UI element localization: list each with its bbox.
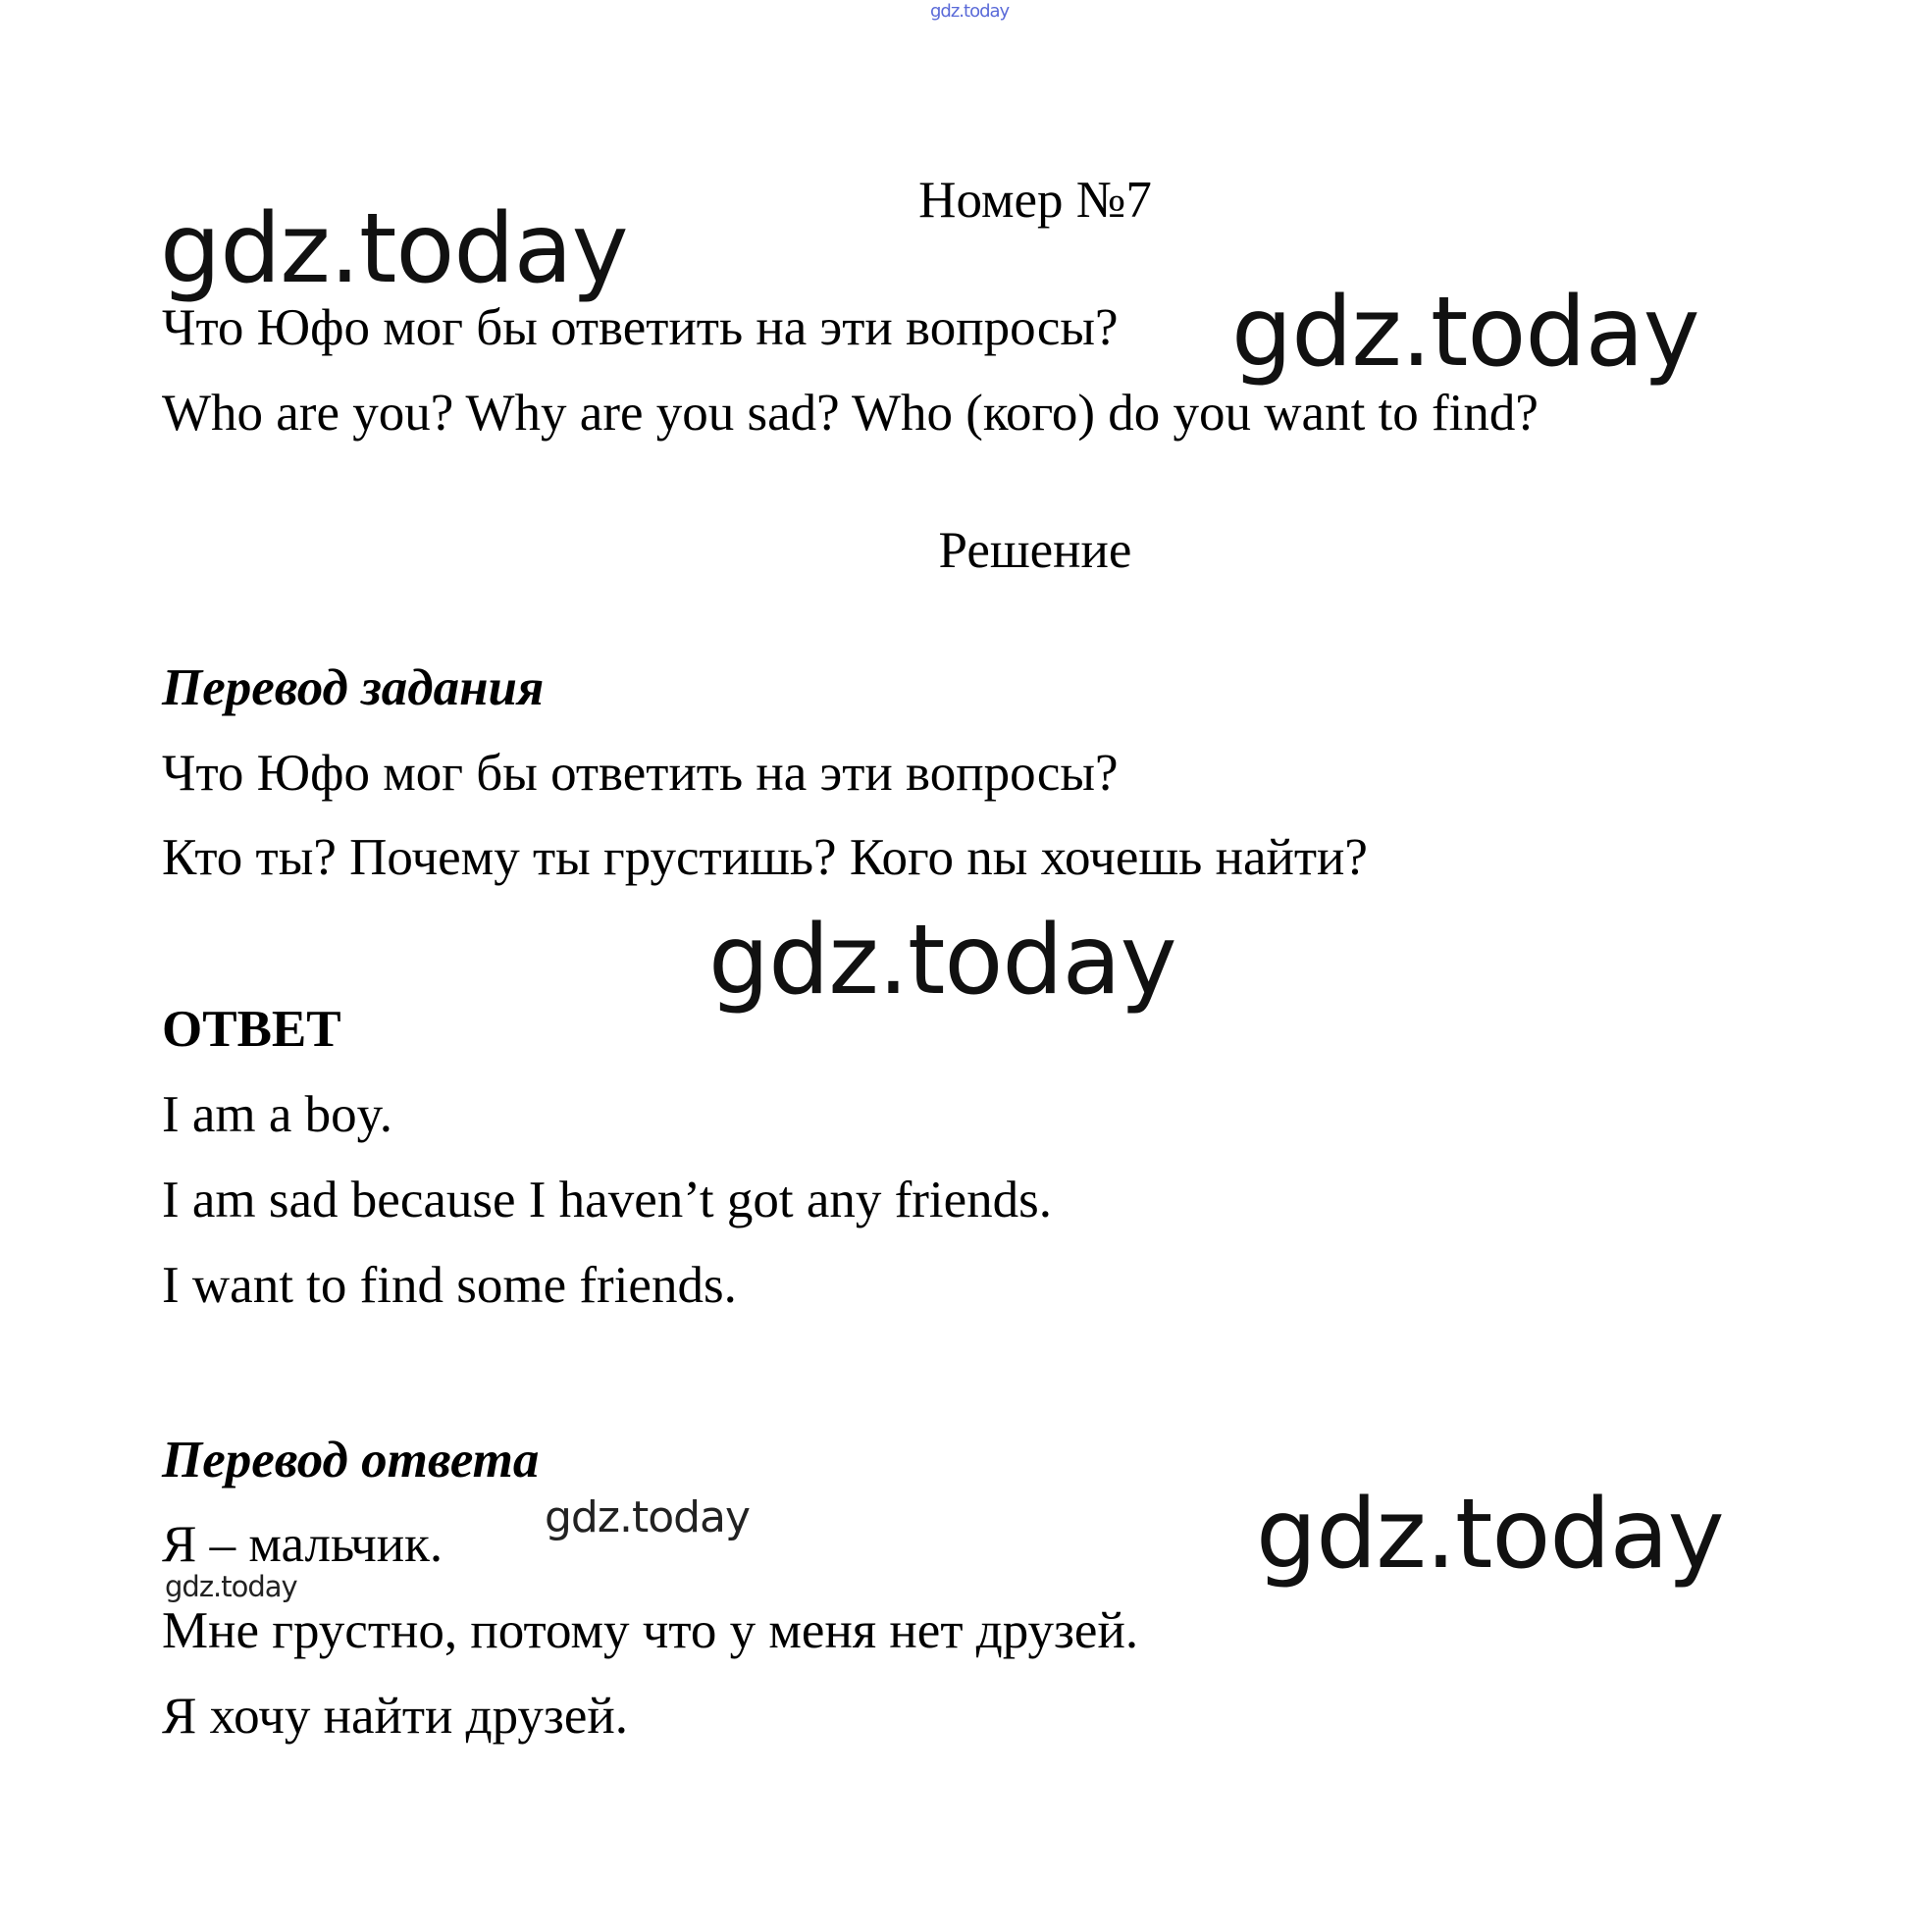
top-watermark: gdz.today (930, 1, 1010, 22)
watermark: gdz.today (165, 1570, 297, 1603)
task-question-ru: Что Юфо мог бы ответить на эти вопросы? (162, 299, 1119, 356)
task-question-en: Who are you? Why are you sad? Who (кого) do you want to find? (162, 385, 1539, 442)
page-title: Номер №7 (918, 172, 1152, 229)
answer-translation-line: Я хочу найти друзей. (162, 1688, 628, 1745)
watermark: gdz.today (160, 193, 628, 305)
task-translation-heading: Перевод задания (162, 659, 545, 716)
answer-line: I want to find some friends. (162, 1257, 737, 1314)
answer-line: I am a boy. (162, 1086, 392, 1143)
solution-label: Решение (938, 522, 1132, 579)
watermark: gdz.today (1231, 277, 1699, 389)
watermark: gdz.today (1256, 1479, 1724, 1591)
answer-heading: ОТВЕТ (162, 1001, 341, 1058)
answer-line: I am sad because I haven’t got any friends. (162, 1172, 1053, 1228)
watermark: gdz.today (545, 1492, 751, 1542)
answer-translation-line: Мне грустно, потому что у меня нет друзей. (162, 1602, 1139, 1659)
answer-translation-line: Я – мальчик. (162, 1516, 443, 1573)
task-translation-line: Что Юфо мог бы ответить на эти вопросы? (162, 745, 1119, 802)
task-translation-line: Кто ты? Почему ты грустишь? Кого nы хочешь найти? (162, 829, 1368, 886)
watermark: gdz.today (708, 905, 1176, 1017)
answer-translation-heading: Перевод ответа (162, 1432, 540, 1488)
